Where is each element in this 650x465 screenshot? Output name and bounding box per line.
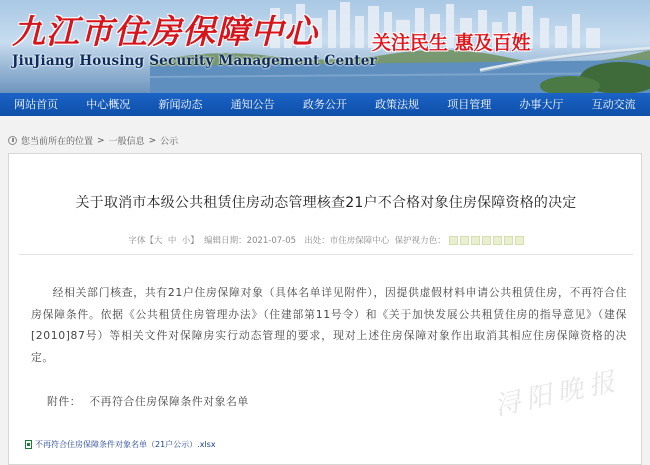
site-title: 九江市住房保障中心 (12, 12, 318, 51)
nav-item-home[interactable]: 网站首页 (14, 98, 59, 111)
nav-item-overview[interactable]: 中心概况 (86, 98, 131, 111)
watermark-logo: 浔阳晚报 (491, 365, 624, 422)
eye-protection-colors (449, 236, 524, 245)
article-source: 出处：市住房保障中心 (304, 236, 390, 246)
breadcrumb (8, 134, 178, 147)
breadcrumb-link-public-notice[interactable]: 公示 (160, 137, 179, 147)
edit-date: 编辑日期：2021-07-05 (204, 236, 297, 246)
nav-item-projects[interactable]: 项目管理 (447, 98, 492, 111)
breadcrumb-separator: > (148, 135, 157, 146)
color-swatch-icon[interactable] (504, 236, 513, 245)
location-icon (8, 136, 17, 145)
nav-item-interaction[interactable]: 互动交流 (591, 98, 636, 111)
attachment-description: 不再符合住房保障条件对象名单 (89, 395, 249, 408)
color-swatch-icon[interactable] (515, 236, 524, 245)
excel-file-icon (25, 440, 32, 449)
main-nav (0, 93, 650, 116)
article-title: 关于取消市本级公共租赁住房动态管理核查21户不合格对象住房保障资格的决定 (75, 195, 577, 211)
nav-item-service-hall[interactable]: 办事大厅 (519, 98, 564, 111)
header-banner (0, 0, 650, 93)
breadcrumb-prefix: 您当前所在的位置 (21, 137, 94, 147)
article-container (8, 153, 642, 465)
site-subtitle: JiuJiang Housing Security Management Center (12, 53, 377, 69)
nav-item-policies[interactable]: 政策法规 (375, 98, 420, 111)
nav-item-news[interactable]: 新闻动态 (158, 98, 203, 111)
color-swatch-icon[interactable] (449, 236, 458, 245)
site-slogan: 关注民生 惠及百姓 (372, 32, 531, 54)
meta-divider (19, 254, 633, 255)
nav-item-government-affairs[interactable]: 政务公开 (302, 98, 347, 111)
font-size-small-button[interactable]: 小 (181, 236, 191, 246)
font-size-close: 】 (190, 236, 199, 246)
font-size-large-button[interactable]: 大 (153, 236, 163, 246)
attachment-line (47, 394, 249, 409)
eye-protection-label: 保护视力色： (394, 236, 446, 246)
attachment-label: 附件： (47, 395, 82, 408)
font-size-label: 字体【 (128, 236, 154, 246)
color-swatch-icon[interactable] (482, 236, 491, 245)
color-swatch-icon[interactable] (471, 236, 480, 245)
color-swatch-icon[interactable] (493, 236, 502, 245)
font-size-medium-button[interactable]: 中 (167, 236, 177, 246)
attachment-file-link[interactable] (25, 439, 216, 450)
article-body: 经相关部门核查，共有21户住房保障对象（具体名单详见附件），因提供虚假材料申请公共租赁住房，不再符合住房保障条件。依据《公共租赁住房管理办法》（住建部第11号令）和《关于加快发展公共租赁住房的指导意见》（建保[2010]87号）等相关文件对保障房实行动态管理的要求，现对上述住房保障对象作出取消其相应住房保障资格的决定。 (31, 286, 627, 364)
color-swatch-icon[interactable] (460, 236, 469, 245)
nav-item-notices[interactable]: 通知公告 (230, 98, 275, 111)
article-meta (9, 234, 643, 246)
breadcrumb-separator: > (97, 135, 105, 146)
attachment-file-name[interactable]: 不再符合住房保障条件对象名单（21户公示）.xlsx (35, 440, 216, 449)
breadcrumb-link-general-info[interactable]: 一般信息 (108, 137, 145, 147)
